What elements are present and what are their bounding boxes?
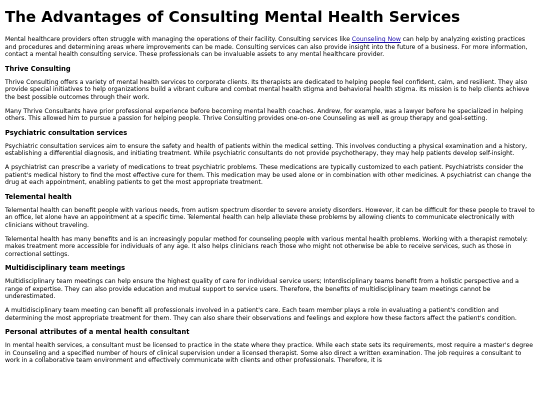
paragraph: A psychiatrist can prescribe a variety of medications to treat psychiatric problems. These medications are typically customized to each patient. Psychiatrists consider the patient's medical history to find the most effective cure for them. This medication may be used alone or in combination with other medicines. A psychiatrist can change the drug at each appointment, enabling patients to get the most appropriate treatment.	[5, 163, 532, 187]
paragraph: Telemental health has many benefits and is an increasingly popular method for counseling people with various mental health problems. Working with a therapist remotely: makes treatment more accessible for individuals of any age. It also helps clinicians reach those who might not otherwise be able to receive services, such as those in correctional settings.	[5, 235, 528, 258]
intro-paragraph	[5, 36, 535, 59]
section-heading-thrive-consulting: Thrive Consulting	[5, 64, 71, 73]
paragraph: Psychiatric consultation services aim to ensure the safety and health of patients within the medical setting. This involves conducting a physical examination and a history, establishing a differential diagnosis, and initiating treatment. While psychiatric consultants do not provide psychotherapy, they may help patients develop self-insight.	[5, 142, 528, 158]
paragraph: Many Thrive Consultants have prior professional experience before becoming mental health coaches. Andrew, for example, was a lawyer before he specialized in helping others. This allowed him to pursue a passion for helping people. Thrive Consulting provides one-on-one Counseling as well as group therapy and goal-setting.	[5, 107, 524, 123]
paragraph: Thrive Consulting offers a variety of mental health services to corporate clients. Its therapists are dedicated to helping people feel confident, calm, and resilient. They also provide special initiatives to help organizations build a vibrant culture and combat mental health stigma and behavioral health stigma. Its mission is to help clients achieve the best possible outcomes through their work.	[5, 78, 530, 101]
section-heading-personal-attributes: Personal attributes of a mental health consultant	[5, 328, 190, 337]
intro-text-after-link: can help by analyzing existing practices and procedures and determining areas where improvements can be made. Consulting services can also provide insight into the future of a business. For more information, contact a mental health consulting service. These professionals can be invaluable assets to any mental healthcare provider.	[5, 36, 528, 59]
paragraph: Telemental health can benefit people with various needs, from autism spectrum disorder to severe anxiety disorders. However, it can be difficult for these people to travel to an office, let alone have an appointment at a specific time. Telemental health can help alleviate these problems by allowing clients to communicate electronically with clinicians without traveling.	[5, 206, 535, 229]
paragraph: A multidisciplinary team meeting can benefit all professionals involved in a patient's care. Each team member plays a role in evaluating a patient's condition and determining the most appropriate treatment for them. They can also share their observations and feelings and explore how these factors affect the patient's condition.	[5, 307, 517, 322]
paragraph: In mental health services, a consultant must be licensed to practice in the state where they practice. While each state sets its requirements, most require a master's degree in Counseling and a specified number of hours of clinical supervision under a licensed therapist. Some also direct a written examination. The job requires a consultant to work in a collaborative team environment and effectively communicate with clients and other professionals. Therefore, it is	[5, 342, 534, 365]
section-heading-telemental-health: Telemental health	[5, 192, 72, 201]
counseling-now-link[interactable]: Counseling Now	[351, 36, 401, 43]
paragraph: Multidisciplinary team meetings can help ensure the highest quality of care for individual service users; Interdisciplinary teams benefit from a holistic perspective and a range of expertise. They can also provide education and mutual support to service users. Therefore, the benefits of multidisciplinary team meetings cannot be underestimated.	[5, 278, 519, 301]
section-heading-psychiatric-consultation: Psychiatric consultation services	[5, 128, 128, 137]
section-heading-multidisciplinary-team-meetings: Multidisciplinary team meetings	[5, 264, 126, 273]
page-title: The Advantages of Consulting Mental Health Services	[5, 8, 461, 26]
intro-text-before-link: Mental healthcare providers often struggle with managing the operations of their facility. Consulting services like	[5, 36, 352, 43]
